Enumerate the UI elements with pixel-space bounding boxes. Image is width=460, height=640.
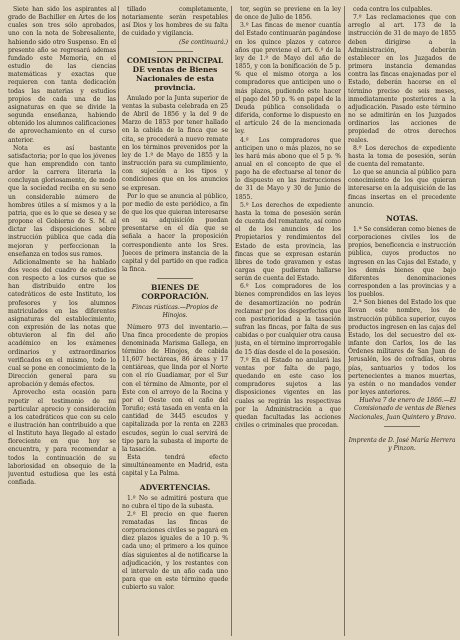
signature-line: Huelva 7 de enero de 1866.—El Comisionado de ventas de Bienes Nacionales, Juan Quintero y Bravo. [349,397,456,421]
paragraph: 6.º Los compradores de los bienes comprendidos en las leyes de desamortización no podrán reclamar por los desperfectos que con posterioridad a la tasación sufran las fincas, por falta de sus cabidas o por cualquier otra causa justa, en el término improrrogable de 15 días desde el de la posesión. [235,283,341,356]
paragraph: ceda contra los culpables. [353,6,433,13]
section-heading: COMISION PRINCIPAL DE ventas de Bienes Nacionales de esta provincia. [126,55,224,92]
paragraph: 7.º En el Estado no anulará las ventas por falta de pago, quedando en este caso los compradores sujetos a las disposiciones vigentes en las cuales se regirán las respectivas por la Administración a que quedan facultadas las acciones civiles o criminales que procedan. [235,356,341,429]
column-3 [235,6,341,636]
paragraph: Aprovecho esta ocasión para repetir el testimonio de mi particular aprecio y consideración a los catedráticos que con su celo e ilustración han contribuido a que el Instituto haya llegado al estado floreciente en que hoy se encuentra, y para recomendar a todos la continuación de su laboriosidad en obsequio de la juventud estudiosa que les está confiada. [8,389,116,487]
column-4 [348,6,456,636]
column-1 [8,6,116,636]
paragraph: tor, según se previene en la ley de once de Julio de 1856. [235,6,341,22]
section-heading: ADVERTENCIAS. [139,482,211,492]
signature-line: (Se continuará.) [178,38,228,46]
section-subheading: Fincas rústicas.—Propios de Hinojos. [131,304,219,320]
column-2 [122,6,228,636]
page-columns [6,6,454,636]
paragraph: Adicionalmente se ha hablado dos veces del cuadro de estudios con respecto a los cursos que se han distribuido entre los catedráticos de este Instituto, los profesores y los alumnos matriculados en las diferentes asignaturas del establecimiento, con expresión de las notas que obtuvieron al fin del año académico en los exámenes ordinarios y extraordinarios verificados en el mismo, todo lo cual se pone en conocimiento de la Dirección general para su aprobación y demás efectos. [8,258,116,389]
paragraph: 1.º No se admitirá postura que no cubra el tipo de la subasta. [122,494,228,510]
section-rule [157,51,193,52]
section-rule [157,278,193,279]
paragraph: Anulado por la Junta superior de ventas la subasta celebrada en 25 de Abril de 1856 y la del 9 de Marzo de 1853 por tener hallado en la cabida de la finca que se cita, se procederá a nuevo remate en los términos prevenidos por la ley de 1.º de Mayo de 1855 y la instrucción para su cumplimiento, con sujeción a los tipos y condiciones que en los anuncios se expresan. [122,94,228,192]
paragraph: 8.º Los derechos de expediente hasta la toma de posesión, serán de cuenta del rematante. [348,144,456,168]
column-divider [118,6,119,636]
paragraph: Esta tendrá efecto simultáneamente en Madrid, esta capital y La Palma. [122,454,228,478]
paragraph: 4.º Los compradores que anticipen uno o más plazos, no se les hará más abono que el 5 p. % anual en el concepto de que el pago ha de efectuarse al tenor de lo dispuesto en las instrucciones de 31 de Mayo y 30 de Junio de 1855. [235,136,341,201]
paragraph: 2.ª Son bienes del Estado los que llevan este nombre, los de instrucción pública superior, cuyos productos ingresen en las cajas del Estado, los del secuestro del ex-infante don Carlos, los de las Órdenes militares de San Juan de Jerusalén, los de cofradías, obras pías, santuarios y todos los pertenecientes a manos muertas, ya estén o no mandados vender por leyes anteriores. [348,299,456,397]
paragraph: 5.º Los derechos de expediente hasta la toma de posesión serán de cuenta del rematante, así como el de los anuncios de los Propietarios y rendimientos del Estado de esta provincia, las fincas que se expresan estarán libres de todo gravamen y estas cargas que pudieran hallarse serán de cuenta del Estado. [235,201,341,283]
paragraph: Por lo que se anuncia al público, por medio de este periódico, a fin de que los que quieran interesarse en su adquisición puedan presentarse en el día que se señala a hacer la proposición correspondiente ante los Sres. Jueces de primera instancia de la capital y del partido en que radica la finca. [122,192,228,274]
paragraph: Lo que se anuncia al público para conocimiento de los que quieran interesarse en la adquisición de las fincas insertas en el precedente anuncio. [348,169,456,209]
section-heading: BIENES DE CORPORACIÓN. [141,283,209,302]
paragraph: Nota es así bastante satisfactoria; por lo que los jóvenes que han emprendido con tanto ardor la carrera literaria la concluyan gloriosamente, de modo que la sociedad reciba en su seno un considerable número de hombres útiles a sí mismos y a la patria, que es lo que se desea y se propone el Gobierno de S. M. al dictar las disposiciones sobre instrucción pública que cada día mejoran y perfeccionan la enseñanza en todos sus ramos. [8,144,116,258]
section-rule [384,426,420,427]
paragraph: 2.º El precio en que fueren rematadas las fincas de corporaciones civiles se pagará en diez plazos iguales de a 10 p. % cada uno; el primero a los quince días siguientes al de notificarse la adjudicación, y los restantes con el intervalo de un año cada uno para que en este término quede cubierto su valor. [122,510,228,592]
column-divider [231,6,232,636]
printer-imprint: Imprenta de D. José María Herrera y Pinzon. [348,436,456,452]
paragraph: tillado completamente, notariamente serán respetables así Dios y los hombres de su falta de cuidado y vigilancia. [122,6,228,38]
paragraph: 1.ª Se consideran como bienes de corporaciones civiles los de propios, beneficencia e instrucción pública, cuyos productos no ingresen en las Cajas del Estado, y los demás bienes que bajo diferentes denominaciones corresponden a las provincias y a los pueblos. [348,225,456,299]
section-heading: NOTAS. [386,213,418,223]
paragraph: 7.º Las reclamaciones que con arreglo al art. 173 de la instrucción de 31 de mayo de 1855 deben dirigirse a la Administración, deberán establecer en los Juzgados de primera instancia demandas contra las fincas enajenadas por el Estado, deberán hacerse en el término preciso de seis meses, inmediatamente posteriores a la adjudicación. Pasado este término no se admitirán en los Juzgados ordinarios las acciones de propiedad de otros derechos reales. [348,14,456,144]
paragraph: Siete han sido los aspirantes al grado de Bachiller en Artes de los cuales son tres sólo aprobados, uno con la nota de Sobresaliente, habiendo sido otro Suspenso. En el presente año se regresará ademas fundado este Memoria, en el estudio de las ciencias matemáticas y exactas que requieren con tanta dedicación todas las materias y estudios propios de cada una de las asignaturas en que se divide la segunda enseñanza, habiendo obtenido los alumnos calificaciones de aprovechamiento en el curso anterior. [8,6,116,144]
column-divider [344,6,345,636]
paragraph: Número 973 del inventario.—Una finca procedente de propios denominada Marisma Gallega, en término de Hinojos, de cabida 11,607 hectáreas, 86 áreas y 17 centiáreas, que linda por el Norte con el río Guadiamar, por el Sur con el término de Almonte, por el Este con el arroyo de la Rocina y por el Oeste con el caño del Toruño; está tasada en venta en la cantidad de 3445 escudos y capitalizada por la renta en 2283 escudos, según lo cual servirá de tipo para la subasta el importe de la tasación. [122,323,228,453]
paragraph: 3.º Las fincas de menor cuantía del Estado continuarán pagándose en los quince plazos y catorce años que previene el art. 6.º de la ley de 1.º de Mayo del año de 1855, y con la bonificación de 5 p. % que el mismo otorga a los compradores que anticipen uno o más plazos, pudiendo este hacer el pago del 50 p. % en papel de la Deuda pública consolidada o diferida, conforme lo dispuesto en el artículo 24 de la mencionada ley. [235,22,341,136]
